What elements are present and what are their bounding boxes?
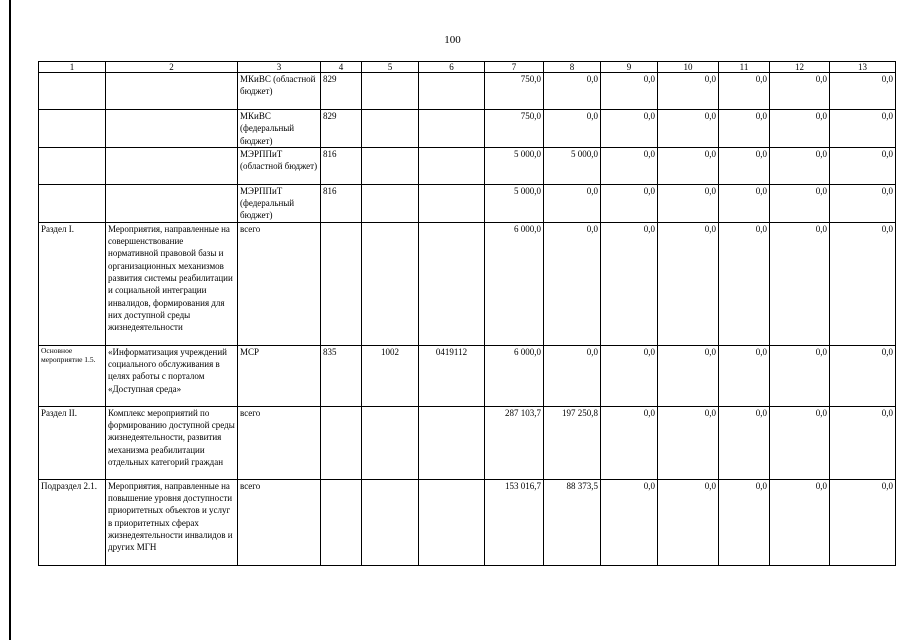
executor-cell: МКиВС (областной бюджет)	[238, 73, 321, 110]
col-header-11: 11	[719, 62, 770, 73]
csr-cell	[419, 73, 485, 110]
value-cell-9: 0,0	[601, 345, 658, 406]
value-cell-8: 0,0	[544, 345, 601, 406]
description-cell	[106, 147, 238, 184]
grbs-cell: 829	[321, 110, 362, 148]
rzpr-cell	[362, 406, 419, 479]
col-header-4: 4	[321, 62, 362, 73]
left-margin-bar	[9, 0, 11, 640]
value-cell-9: 0,0	[601, 406, 658, 479]
value-cell-10: 0,0	[658, 184, 719, 222]
value-cell-7: 287 103,7	[485, 406, 544, 479]
value-cell-8: 0,0	[544, 184, 601, 222]
csr-cell	[419, 110, 485, 148]
executor-cell: МКиВС (федеральный бюджет)	[238, 110, 321, 148]
col-header-10: 10	[658, 62, 719, 73]
value-cell-12: 0,0	[770, 345, 830, 406]
value-cell-12: 0,0	[770, 73, 830, 110]
value-cell-9: 0,0	[601, 479, 658, 565]
value-cell-7: 5 000,0	[485, 184, 544, 222]
csr-cell	[419, 406, 485, 479]
executor-cell: МЭРППиТ (областной бюджет)	[238, 147, 321, 184]
col-header-2: 2	[106, 62, 238, 73]
value-cell-8: 197 250,8	[544, 406, 601, 479]
value-cell-10: 0,0	[658, 73, 719, 110]
description-cell: «Информатизация учреждений социального обслуживания в целях работы с порталом «Доступная среда»	[106, 345, 238, 406]
budget-table	[38, 61, 896, 566]
table-row	[39, 184, 896, 222]
value-cell-8: 0,0	[544, 222, 601, 345]
value-cell-11: 0,0	[719, 406, 770, 479]
section-cell	[39, 110, 106, 148]
description-cell	[106, 73, 238, 110]
csr-cell	[419, 222, 485, 345]
section-cell	[39, 184, 106, 222]
value-cell-8: 88 373,5	[544, 479, 601, 565]
value-cell-12: 0,0	[770, 479, 830, 565]
csr-cell	[419, 184, 485, 222]
description-cell	[106, 110, 238, 148]
value-cell-11: 0,0	[719, 73, 770, 110]
value-cell-10: 0,0	[658, 345, 719, 406]
csr-cell: 0419112	[419, 345, 485, 406]
value-cell-11: 0,0	[719, 147, 770, 184]
value-cell-7: 5 000,0	[485, 147, 544, 184]
table-row	[39, 345, 896, 406]
grbs-cell: 829	[321, 73, 362, 110]
value-cell-12: 0,0	[770, 184, 830, 222]
value-cell-13: 0,0	[830, 110, 896, 148]
value-cell-7: 153 016,7	[485, 479, 544, 565]
section-cell: Подраздел 2.1.	[39, 479, 106, 565]
value-cell-11: 0,0	[719, 110, 770, 148]
value-cell-9: 0,0	[601, 110, 658, 148]
col-header-1: 1	[39, 62, 106, 73]
value-cell-10: 0,0	[658, 406, 719, 479]
page-number: 100	[444, 34, 461, 46]
value-cell-9: 0,0	[601, 222, 658, 345]
value-cell-7: 750,0	[485, 73, 544, 110]
value-cell-10: 0,0	[658, 222, 719, 345]
table-row	[39, 406, 896, 479]
rzpr-cell	[362, 184, 419, 222]
table-row	[39, 110, 896, 148]
col-header-7: 7	[485, 62, 544, 73]
rzpr-cell	[362, 479, 419, 565]
value-cell-10: 0,0	[658, 479, 719, 565]
col-header-9: 9	[601, 62, 658, 73]
rzpr-cell	[362, 147, 419, 184]
col-header-3: 3	[238, 62, 321, 73]
section-cell	[39, 147, 106, 184]
value-cell-11: 0,0	[719, 479, 770, 565]
value-cell-12: 0,0	[770, 222, 830, 345]
value-cell-12: 0,0	[770, 147, 830, 184]
value-cell-11: 0,0	[719, 222, 770, 345]
col-header-13: 13	[830, 62, 896, 73]
rzpr-cell	[362, 110, 419, 148]
value-cell-8: 0,0	[544, 110, 601, 148]
value-cell-13: 0,0	[830, 479, 896, 565]
rzpr-cell: 1002	[362, 345, 419, 406]
table-row	[39, 73, 896, 110]
executor-cell: МЭРППиТ (федеральный бюджет)	[238, 184, 321, 222]
grbs-cell	[321, 406, 362, 479]
section-cell: Раздел II.	[39, 406, 106, 479]
value-cell-13: 0,0	[830, 73, 896, 110]
section-cell	[39, 73, 106, 110]
grbs-cell: 835	[321, 345, 362, 406]
value-cell-13: 0,0	[830, 147, 896, 184]
csr-cell	[419, 147, 485, 184]
value-cell-11: 0,0	[719, 184, 770, 222]
table-row	[39, 222, 896, 345]
grbs-cell: 816	[321, 184, 362, 222]
value-cell-13: 0,0	[830, 222, 896, 345]
value-cell-8: 5 000,0	[544, 147, 601, 184]
value-cell-12: 0,0	[770, 110, 830, 148]
executor-cell: всего	[238, 479, 321, 565]
rzpr-cell	[362, 73, 419, 110]
value-cell-13: 0,0	[830, 184, 896, 222]
col-header-12: 12	[770, 62, 830, 73]
grbs-cell: 816	[321, 147, 362, 184]
table-row	[39, 147, 896, 184]
value-cell-10: 0,0	[658, 110, 719, 148]
value-cell-11: 0,0	[719, 345, 770, 406]
csr-cell	[419, 479, 485, 565]
grbs-cell	[321, 222, 362, 345]
section-cell: Основное мероприятие 1.5.	[39, 345, 106, 406]
description-cell: Мероприятия, направленные на совершенствование нормативной правовой базы и организационных механизмов развития системы реабилитации и социальной интеграции инвалидов, формирования для них доступной среды жизнедеятельности	[106, 222, 238, 345]
executor-cell: всего	[238, 222, 321, 345]
value-cell-8: 0,0	[544, 73, 601, 110]
column-number-row	[39, 62, 896, 73]
grbs-cell	[321, 479, 362, 565]
table-row	[39, 479, 896, 565]
value-cell-7: 750,0	[485, 110, 544, 148]
executor-cell: всего	[238, 406, 321, 479]
description-cell: Комплекс мероприятий по формированию доступной среды жизнедеятельности, развития механизма реабилитации отдельных категорий граждан	[106, 406, 238, 479]
col-header-6: 6	[419, 62, 485, 73]
description-cell	[106, 184, 238, 222]
value-cell-13: 0,0	[830, 406, 896, 479]
value-cell-9: 0,0	[601, 147, 658, 184]
value-cell-10: 0,0	[658, 147, 719, 184]
value-cell-9: 0,0	[601, 184, 658, 222]
executor-cell: МСР	[238, 345, 321, 406]
col-header-8: 8	[544, 62, 601, 73]
value-cell-13: 0,0	[830, 345, 896, 406]
value-cell-12: 0,0	[770, 406, 830, 479]
description-cell: Мероприятия, направленные на повышение уровня доступности приоритетных объектов и услуг в приоритетных сферах жизнедеятельности инвалидов и других МГН	[106, 479, 238, 565]
section-cell: Раздел I.	[39, 222, 106, 345]
value-cell-9: 0,0	[601, 73, 658, 110]
col-header-5: 5	[362, 62, 419, 73]
rzpr-cell	[362, 222, 419, 345]
value-cell-7: 6 000,0	[485, 222, 544, 345]
value-cell-7: 6 000,0	[485, 345, 544, 406]
